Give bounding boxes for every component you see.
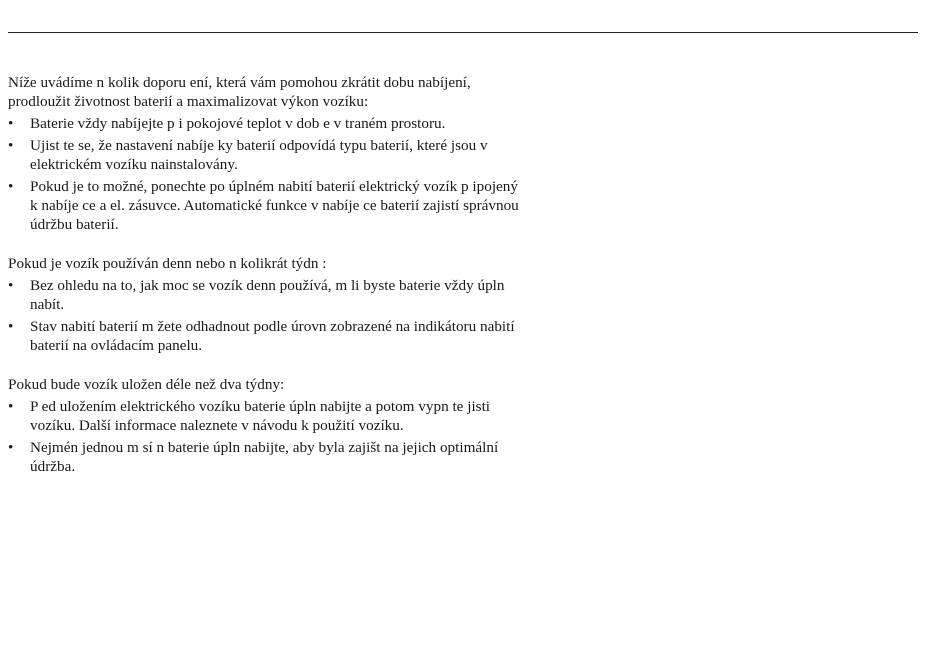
list-item (8, 177, 528, 234)
intro-bullet-list (8, 114, 528, 234)
bullet-icon: • (8, 439, 14, 456)
list-item-text: Bez ohledu na to, jak moc se vozík denn používá, m li byste baterie vždy úpln nabít. (30, 277, 505, 313)
bullet-icon: • (8, 115, 14, 132)
list-item-text: Ujist te se, že nastavení nabíje ky baterií odpovídá typu baterií, které jsou v elektrickém vozíku nainstalovány. (30, 137, 488, 173)
intro-paragraph: Níže uvádíme n kolik doporu ení, která vám pomohou zkrátit dobu nabíjení, prodloužit životnost baterií a maximalizovat výkon vozíku: (8, 74, 471, 110)
list-item (8, 397, 528, 435)
daily-use-heading: Pokud je vozík používán denn nebo n kolikrát týdn : (8, 255, 327, 272)
list-item (8, 317, 528, 355)
list-item-text: Stav nabití baterií m žete odhadnout podle úrovn zobrazené na indikátoru nabití baterií na ovládacím panelu. (30, 318, 515, 354)
bullet-icon: • (8, 277, 14, 294)
list-item-text: Baterie vždy nabíjejte p i pokojové teplot v dob e v traném prostoru. (30, 115, 446, 132)
list-item (8, 276, 528, 314)
storage-bullet-list (8, 397, 528, 476)
bullet-icon: • (8, 137, 14, 154)
document-body (8, 73, 528, 479)
bullet-icon: • (8, 178, 14, 195)
bullet-icon: • (8, 318, 14, 335)
daily-use-bullet-list (8, 276, 528, 355)
list-item-text: Nejmén jednou m sí n baterie úpln nabijte, aby byla zajišt na jejich optimální údržba. (30, 439, 499, 475)
bullet-icon: • (8, 398, 14, 415)
list-item (8, 114, 528, 133)
list-item (8, 136, 528, 174)
list-item (8, 438, 528, 476)
list-item-text: P ed uložením elektrického vozíku baterie úpln nabijte a potom vypn te jisti vozíku. Další informace naleznete v návodu k použití vozíku. (30, 398, 491, 434)
storage-heading: Pokud bude vozík uložen déle než dva týdny: (8, 376, 285, 393)
list-item-text: Pokud je to možné, ponechte po úplném nabití baterií elektrický vozík p ipojený k nabíje ce a el. zásuvce. Automatické funkce v nabíje ce baterií zajistí správnou údržbu baterií. (30, 178, 519, 233)
top-rule (8, 32, 918, 33)
